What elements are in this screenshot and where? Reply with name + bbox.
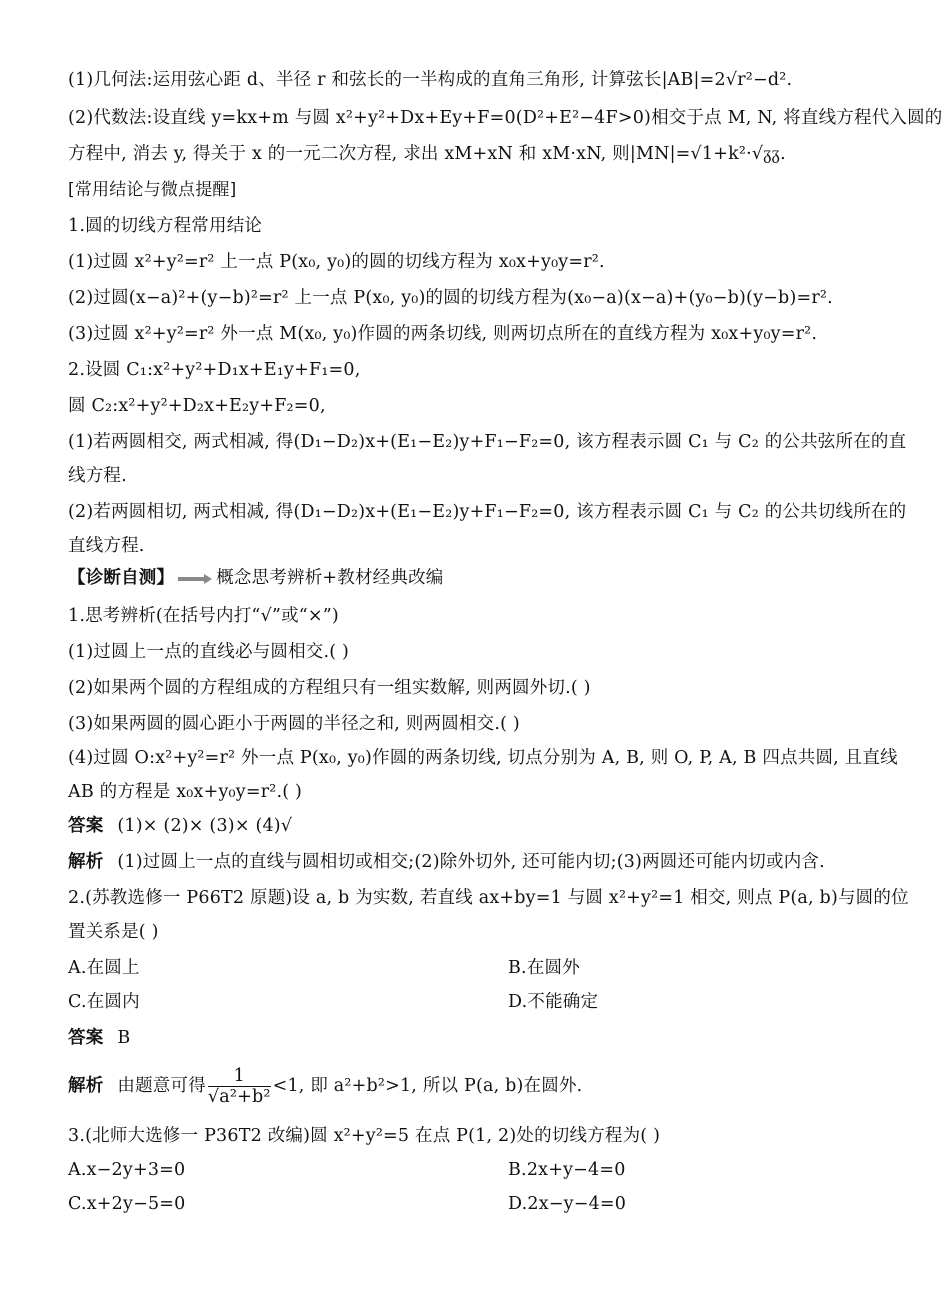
option-d: D.2x−y−4=0 [508,1194,627,1214]
option-c: C.在圆内 [68,992,140,1012]
diagnosis-subtitle: 概念思考辨析+教材经典改编 [216,568,444,588]
diagnosis-header [68,566,882,590]
exercise-line: (4)过圆 O:x²+y²=r² 外一点 P(x₀, y₀)作圆的两条切线, 切点分别为 A, B, 则 O, P, A, B 四点共圆, 且直线 [68,748,898,768]
arrow-icon [178,574,212,584]
theory-line: (2)若两圆相切, 两式相减, 得(D₁−D₂)x+(E₁−E₂)y+F₁−F₂=0, 该方程表示圆 C₁ 与 C₂ 的公共切线所在的 [68,502,907,522]
theory-line: 圆 C₂:x²+y²+D₂x+E₂y+F₂=0, [68,396,326,416]
option-a: A.在圆上 [68,958,140,978]
fraction-denominator: √a²+b² [207,1087,271,1107]
option-b: B.2x+y−4=0 [508,1160,626,1180]
question-2-options-row-2 [68,990,882,1014]
theory-line: (2)过圆(x−a)²+(y−b)²=r² 上一点 P(x₀, y₀)的圆的切线方程为(x₀−a)(x−a)+(y₀−b)(y−b)=r². [68,288,833,308]
exercise-line: (2)如果两个圆的方程组成的方程组只有一组实数解, 则两圆外切.( ) [68,678,591,698]
question-2-options-row-1 [68,956,882,980]
explanation-label: 解析 [68,852,104,872]
theory-line: (1)几何法:运用弦心距 d、半径 r 和弦长的一半构成的直角三角形, 计算弦长|AB|=2√r²−d². [68,70,793,90]
answer-text: B [117,1028,131,1048]
theory-line: [常用结论与微点提醒] [68,180,237,200]
exercise-line: (3)如果两圆的圆心距小于两圆的半径之和, 则两圆相交.( ) [68,714,520,734]
question-3-options-row-1 [68,1158,882,1182]
exercise-line: (1)过圆上一点的直线必与圆相交.( ) [68,642,350,662]
theory-line: 1.圆的切线方程常用结论 [68,216,263,236]
exercise-line: AB 的方程是 x₀x+y₀y=r².( ) [68,782,303,802]
answer-1 [68,814,882,838]
theory-line: (1)若两圆相交, 两式相减, 得(D₁−D₂)x+(E₁−E₂)y+F₁−F₂=0, 该方程表示圆 C₁ 与 C₂ 的公共弦所在的直 [68,432,907,452]
theory-line: 直线方程. [68,536,145,556]
theory-line: (3)过圆 x²+y²=r² 外一点 M(x₀, y₀)作圆的两条切线, 则两切点所在的直线方程为 x₀x+y₀y=r². [68,324,818,344]
theory-line: (1)过圆 x²+y²=r² 上一点 P(x₀, y₀)的圆的切线方程为 x₀x+y₀y=r². [68,252,605,272]
fraction [208,1066,271,1107]
exercise-line: 1.思考辨析(在括号内打“√”或“×”) [68,606,339,626]
explanation-2 [68,1066,882,1107]
question-3-options-row-2 [68,1192,882,1216]
answer-label: 答案 [68,816,104,836]
question-2-line-1: 2.(苏教选修一 P66T2 原题)设 a, b 为实数, 若直线 ax+by=1 与圆 x²+y²=1 相交, 则点 P(a, b)与圆的位 [68,888,909,908]
option-c: C.x+2y−5=0 [68,1194,186,1214]
answer-label: 答案 [68,1028,104,1048]
option-a: A.x−2y+3=0 [68,1160,186,1180]
explanation-1 [68,850,882,874]
option-b: B.在圆外 [508,958,580,978]
explanation-post: <1, 即 a²+b²>1, 所以 P(a, b)在圆外. [272,1076,583,1096]
fraction-numerator: 1 [208,1066,271,1087]
theory-line: 2.设圆 C₁:x²+y²+D₁x+E₁y+F₁=0, [68,360,361,380]
diagnosis-label: 【诊断自测】 [68,568,175,588]
theory-line: 方程中, 消去 y, 得关于 x 的一元二次方程, 求出 xM+xN 和 xM·xN, 则|MN|=√1+k²·√ᵹᵹ. [68,144,786,164]
explanation-pre: 由题意可得 [117,1076,206,1096]
option-d: D.不能确定 [508,992,599,1012]
theory-line: 线方程. [68,466,127,486]
question-2-line-2: 置关系是( ) [68,922,159,942]
explanation-label: 解析 [68,1076,104,1096]
theory-line: (2)代数法:设直线 y=kx+m 与圆 x²+y²+Dx+Ey+F=0(D²+E²−4F>0)相交于点 M, N, 将直线方程代入圆的 [68,108,943,128]
answer-text: (1)× (2)× (3)× (4)√ [117,816,293,836]
question-3-line-1: 3.(北师大选修一 P36T2 改编)圆 x²+y²=5 在点 P(1, 2)处的切线方程为( ) [68,1126,661,1146]
answer-2 [68,1026,882,1050]
explanation-text: (1)过圆上一点的直线与圆相切或相交;(2)除外切外, 还可能内切;(3)两圆还可能内切或内含. [117,852,825,872]
